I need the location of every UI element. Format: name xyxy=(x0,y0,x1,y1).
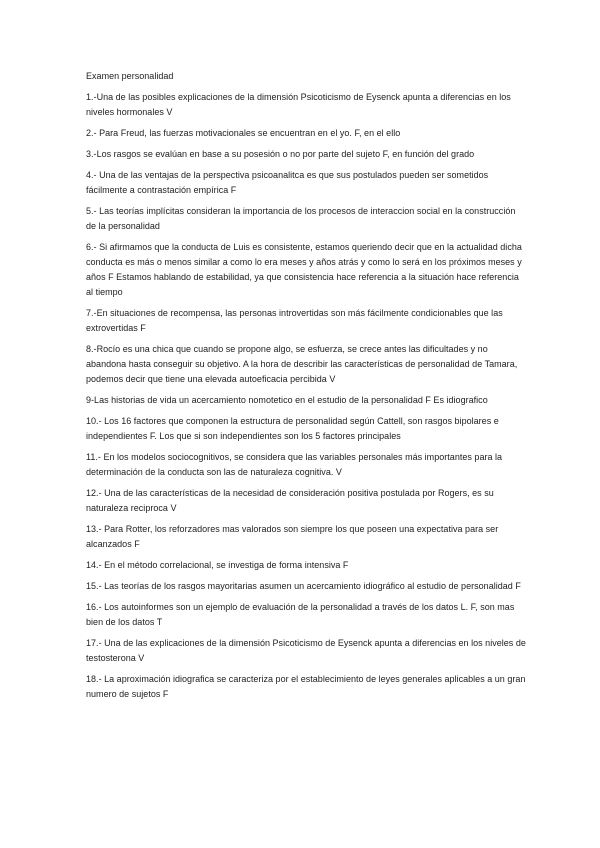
question-item: 11.- En los modelos sociocognitivos, se considera que las variables personales más importantes para la determinación de la conducta son las de naturaleza cognitiva. V xyxy=(86,452,503,477)
question-item: 1.-Una de las posibles explicaciones de la dimensión Psicoticismo de Eysenck apunta a diferencias en los niveles hormonales V xyxy=(86,92,511,117)
question-item: 4.- Una de las ventajas de la perspectiva psicoanalitca es que sus postulados pueden ser sometidos fácilmente a contrastación empírica F xyxy=(86,170,489,195)
question-item: 16.- Los autoinformes son un ejemplo de evaluación de la personalidad a través de los datos L. F, son mas bien de los datos T xyxy=(86,602,515,627)
question-item: 17.- Una de las explicaciones de la dimensión Psicoticismo de Eysenck apunta a diferencias en los niveles de testosterona V xyxy=(86,638,526,663)
document-body xyxy=(86,69,526,708)
question-item: 8.-Rocío es una chica que cuando se propone algo, se esfuerza, se crece antes las dificultades y no abandona hasta conseguir su objetivo. A la hora de describir las características de personalidad de Tamara, podemos decir que tiene una elevada autoeficacia percibida V xyxy=(86,344,518,384)
question-item: 2.- Para Freud, las fuerzas motivacionales se encuentran en el yo. F, en el ello xyxy=(86,128,401,138)
question-item: 18.- La aproximación idiografica se caracteriza por el establecimiento de leyes generales aplicables a un gran numero de sujetos F xyxy=(86,674,526,699)
question-item: 15.- Las teorías de los rasgos mayoritarias asumen un acercamiento idiográfico al estudio de personalidad F xyxy=(86,581,521,591)
question-item: 10.- Los 16 factores que componen la estructura de personalidad según Cattell, son rasgos bipolares e independientes F. Los que si son independientes son los 5 factores principales xyxy=(86,416,499,441)
document-title: Examen personalidad xyxy=(86,71,174,81)
question-item: 3.-Los rasgos se evalúan en base a su posesión o no por parte del sujeto F, en función del grado xyxy=(86,149,475,159)
question-item: 5.- Las teorías implícitas consideran la importancia de los procesos de interaccion social en la construcción de la personalidad xyxy=(86,206,516,231)
question-item: 7.-En situaciones de recompensa, las personas introvertidas son más fácilmente condicionables que las extrovertidas F xyxy=(86,308,503,333)
question-item: 9-Las historias de vida un acercamiento nomotetico en el estudio de la personalidad F Es idiografico xyxy=(86,395,488,405)
question-item: 12.- Una de las características de la necesidad de consideración positiva postulada por Rogers, es su naturaleza reciproca V xyxy=(86,488,494,513)
question-item: 14.- En el método correlacional, se investiga de forma intensiva F xyxy=(86,560,349,570)
question-item: 13.- Para Rotter, los reforzadores mas valorados son siempre los que poseen una expectativa para ser alcanzados F xyxy=(86,524,499,549)
question-item: 6.- Si afirmamos que la conducta de Luis es consistente, estamos queriendo decir que en la actualidad dicha conducta es más o menos similar a como lo era meses y años atrás y como lo será en los próximos meses y años F Estamos hablando de estabilidad, ya que consistencia hace referencia a la situación hace referencia al tiempo xyxy=(86,242,522,297)
